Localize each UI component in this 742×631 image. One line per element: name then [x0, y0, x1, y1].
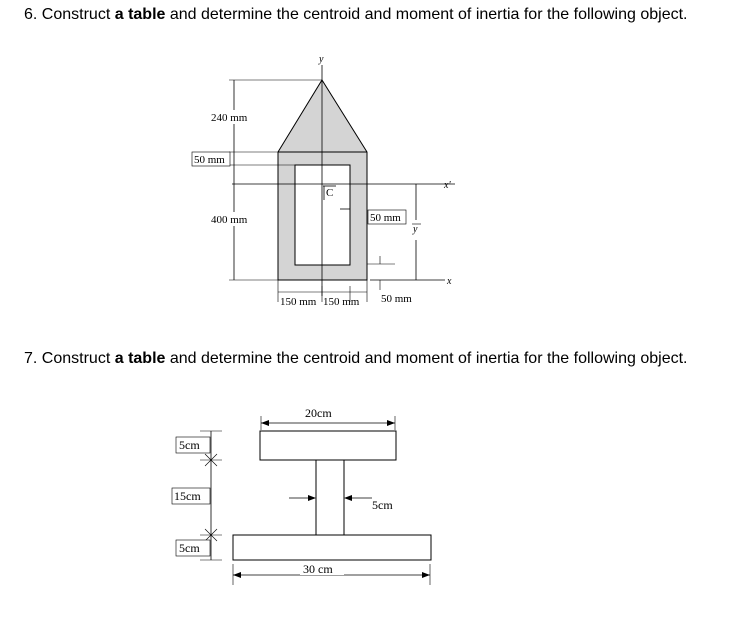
top-flange — [260, 431, 396, 460]
question-text-post: and determine the centroid and moment of inertia for the following object. — [169, 350, 688, 367]
arrowhead — [233, 572, 241, 578]
dim-flange-top-width: 20cm — [305, 406, 332, 420]
dim-half-width-right: 150 mm — [323, 296, 360, 308]
web — [316, 460, 344, 535]
dim-bottom-thickness: 5cm — [179, 541, 200, 555]
question-text-pre: Construct — [41, 350, 111, 367]
x-axis-label: x — [447, 276, 452, 287]
question-text-bold: a table — [114, 350, 166, 367]
question-number: 7. — [24, 350, 38, 367]
bottom-flange — [233, 535, 431, 560]
dim-wall-top: 50 mm — [194, 154, 225, 166]
dim-flange-bottom-width: 30 cm — [303, 562, 333, 576]
arrowhead — [308, 495, 316, 501]
dim-roof-height: 240 mm — [211, 112, 248, 124]
dim-top-thickness: 5cm — [179, 438, 200, 452]
y-axis-label: y — [319, 54, 324, 65]
dim-inner-height: 400 mm — [211, 214, 248, 226]
ybar-label: y — [413, 224, 418, 235]
dim-bottom-thickness: 50 mm — [370, 212, 401, 224]
question-text-pre: Construct — [41, 6, 111, 23]
centroid-label: C — [326, 187, 334, 199]
dim-web-height: 15cm — [174, 489, 201, 503]
arrowhead — [422, 572, 430, 578]
dim-web-width: 5cm — [372, 498, 393, 512]
question-text-bold: a table — [114, 6, 166, 23]
arrowhead — [344, 495, 352, 501]
dim-half-width-left: 150 mm — [280, 296, 317, 308]
dim-side-thickness: 50 mm — [381, 293, 412, 305]
x-prime-axis-label: x' — [444, 180, 451, 191]
question-text-post: and determine the centroid and moment of inertia for the following object. — [169, 6, 688, 23]
arrowhead — [387, 420, 395, 426]
arrowhead — [261, 420, 269, 426]
question-number: 6. — [24, 6, 38, 23]
